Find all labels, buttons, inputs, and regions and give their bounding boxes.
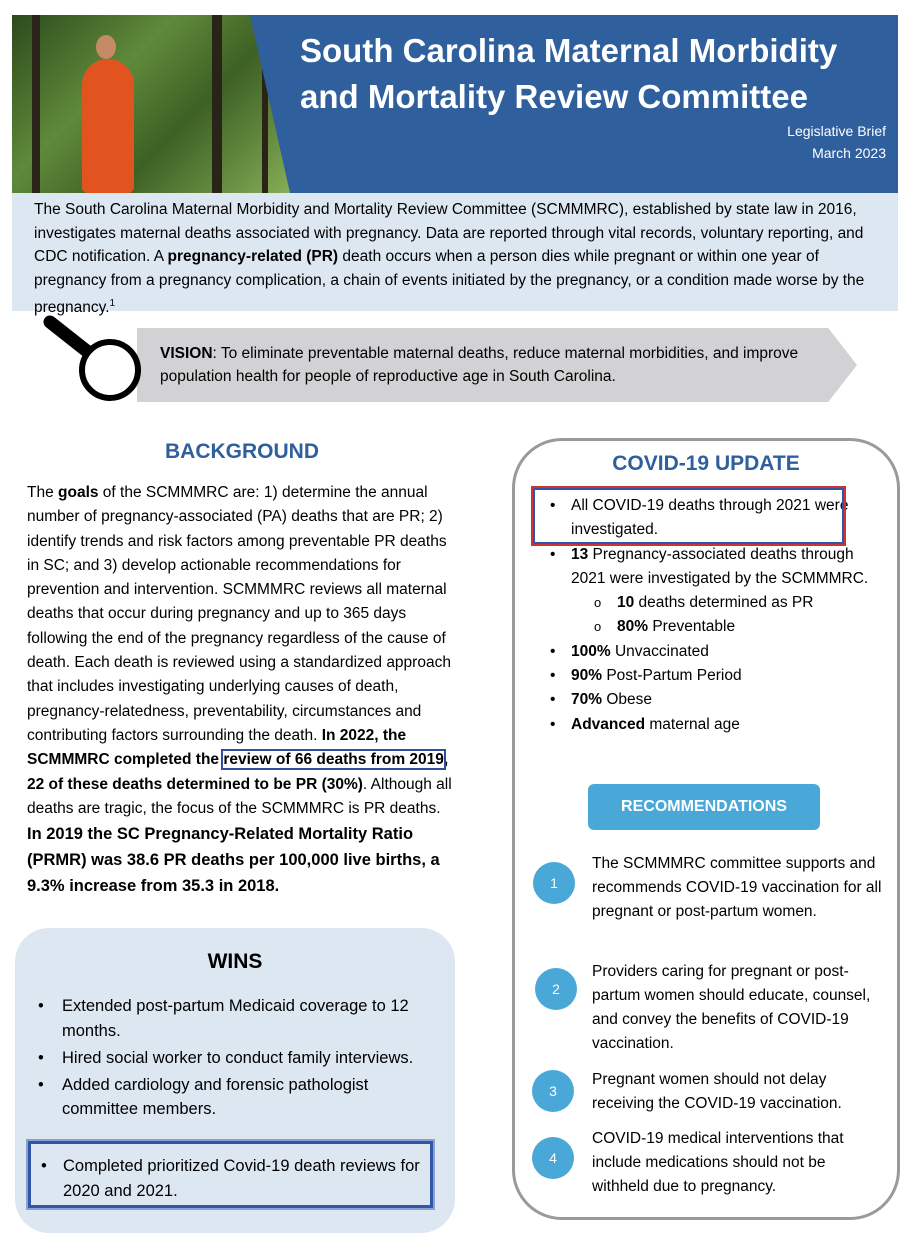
list-item: o 10 deaths determined as PR — [548, 591, 878, 615]
list-item: • Advanced maternal age — [548, 713, 878, 737]
background-heading: BACKGROUND — [165, 440, 319, 463]
wins-list — [36, 994, 436, 1124]
vision-statement: VISION: To eliminate preventable maternal deaths, reduce maternal morbidities, and improve population health for people of reproductive age in South Carolina. — [160, 345, 799, 385]
list-item: • 70% Obese — [548, 688, 878, 712]
list-item: • All COVID-19 deaths through 2021 were investigated. — [548, 494, 878, 543]
list-item: Completed prioritized Covid-19 death reviews for 2020 and 2021. — [63, 1157, 420, 1200]
magnifying-glass-icon — [36, 312, 146, 402]
recommendation-text: The SCMMMRC committee supports and recommends COVID-19 vaccination for all pregnant or post-partum women. — [592, 855, 882, 920]
background-paragraph: The goals of the SCMMMRC are: 1) determine the annual number of pregnancy-associated (PA) deaths that are PR; 2) identify trends and risk factors among preventable PR deaths in SC; and 3) develop actionable recommendations for prevention and intervention. SCMMMRC reviews all maternal deaths that occur during pregnancy and up to 365 days following the end of the pregnancy regardless of the cause of death. Each death is reviewed using a standardized approach that includes investigating underlying causes of death, pregnancy-relatedness, preventability, circumstances and contributing factors surrounding the death. In 2022, the SCMMMRC completed the review of 66 deaths from 2019, 22 of these deaths determined to be PR (30%). Although all deaths are tragic, the focus of the SCMMMRC is PR deaths. — [27, 484, 452, 817]
review-highlight: review of 66 deaths from 2019 — [223, 751, 444, 769]
list-item: • 100% Unvaccinated — [548, 640, 878, 664]
list-item: • 90% Post-Partum Period — [548, 664, 878, 688]
list-item: • Extended post-partum Medicaid coverage to 12 months. — [36, 994, 436, 1043]
recommendation-number: 2 — [535, 968, 577, 1010]
background-text — [27, 481, 461, 899]
list-item: • Added cardiology and forensic pathologist committee members. — [36, 1073, 436, 1122]
recommendation-number: 4 — [532, 1137, 574, 1179]
recommendation-number: 1 — [533, 862, 575, 904]
list-item: • 13 Pregnancy-associated deaths through 2021 were investigated by the SCMMMRC. — [548, 543, 878, 592]
intro-paragraph: The South Carolina Maternal Morbidity and Mortality Review Committee (SCMMMRC), established by state law in 2016, investigates maternal deaths associated with pregnancy. Data are reported through vital records, voluntary reporting, and CDC notification. A pregnancy-related (PR) death occurs when a person dies while pregnant or within one year of pregnancy from a pregnancy complication, a chain of events initiated by the pregnancy, or a condition made worse by the pregnancy.$^1$ — [12, 193, 898, 311]
recommendation-text: COVID-19 medical interventions that include medications should not be withheld due to pregnancy. — [592, 1130, 844, 1195]
recommendations-button[interactable]: RECOMMENDATIONS — [588, 784, 820, 830]
wins-title: WINS — [207, 950, 263, 973]
page-title: South Carolina Maternal Morbidity and Mortality Review Committee — [300, 32, 838, 115]
recommendation-text: Providers caring for pregnant or post-partum women should educate, counsel, and convey the benefits of COVID-19 vaccination. — [592, 963, 871, 1052]
recommendation-text: Pregnant women should not delay receiving the COVID-19 vaccination. — [592, 1071, 842, 1112]
list-item: • Hired social worker to conduct family interviews. — [36, 1046, 436, 1071]
list-item: o 80% Preventable — [548, 615, 878, 639]
prmr-statement: In 2019 the SC Pregnancy-Related Mortality Ratio (PRMR) was 38.6 PR deaths per 100,000 live births, a 9.3% increase from 35.3 in 2018. — [27, 825, 440, 896]
brief-date: March 2023 — [812, 145, 886, 161]
recommendation-number: 3 — [532, 1070, 574, 1112]
covid-highlight-box — [531, 486, 846, 546]
covid-title: COVID-19 UPDATE — [612, 452, 800, 475]
wins-highlight-box: • Completed prioritized Covid-19 death reviews for 2020 and 2021. — [28, 1141, 433, 1208]
brief-type: Legislative Brief — [787, 123, 886, 139]
